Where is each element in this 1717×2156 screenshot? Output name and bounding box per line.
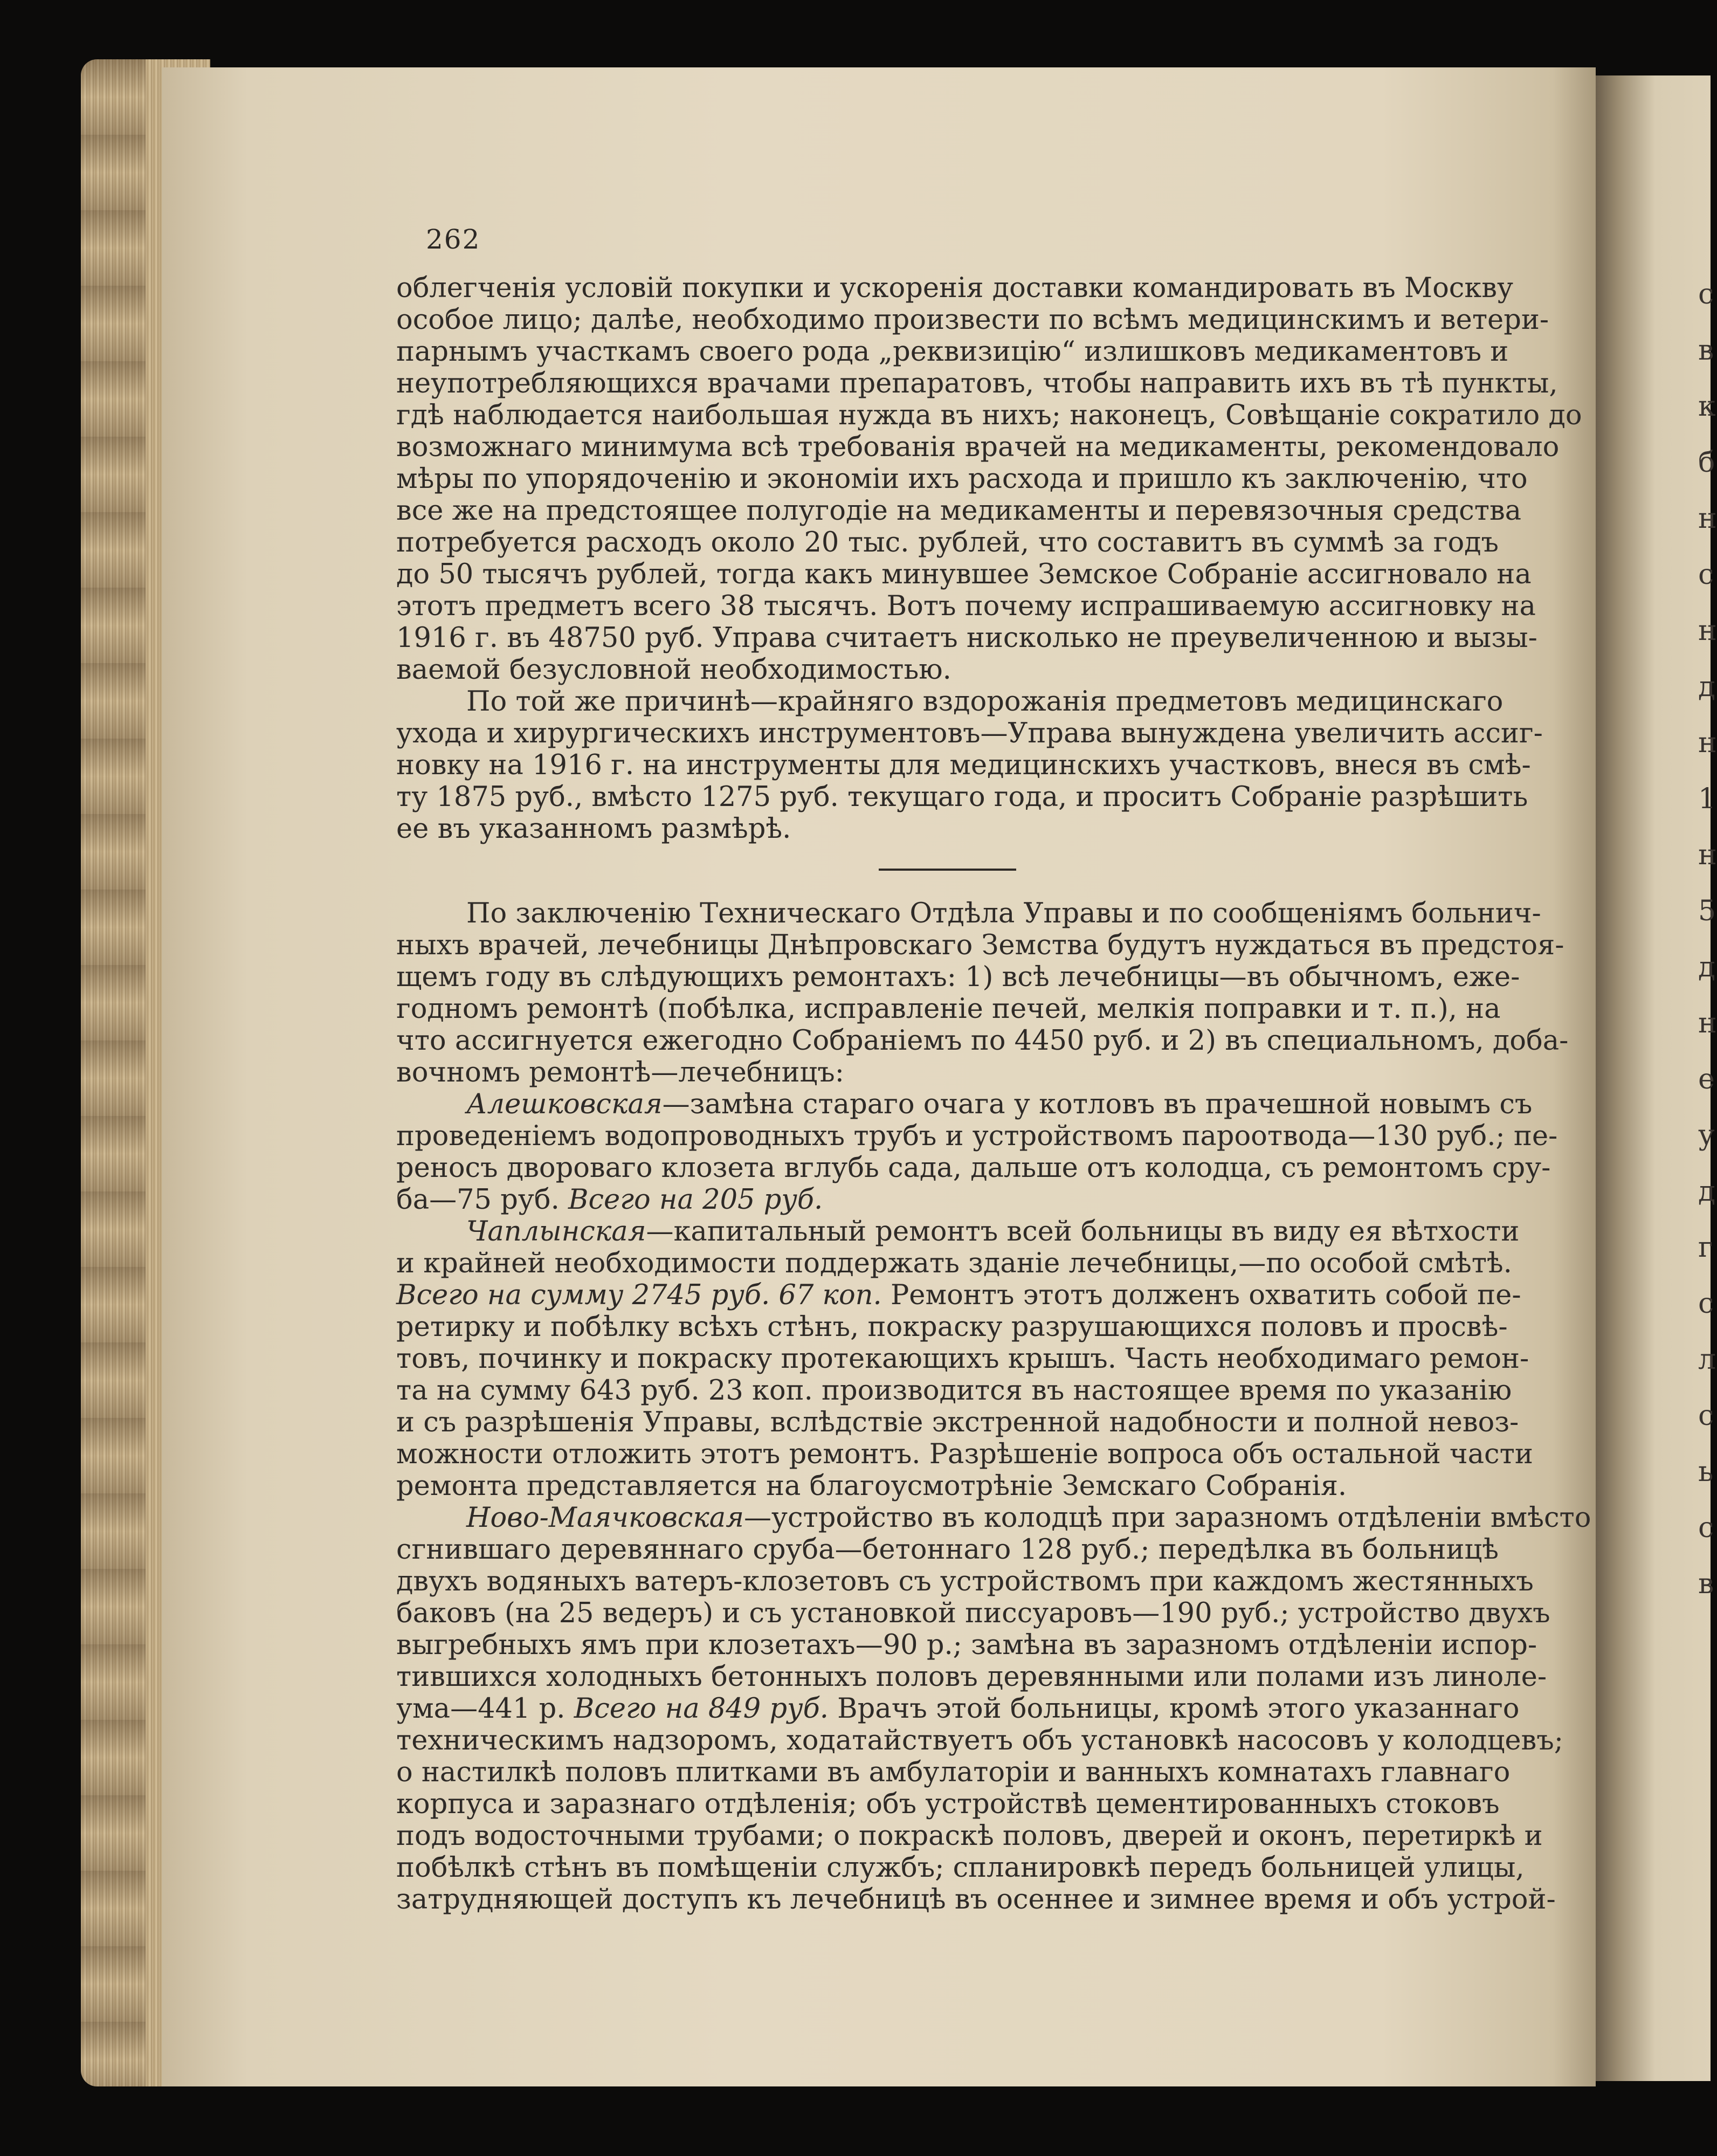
adjacent-page-fragment: с (1698, 1287, 1714, 1320)
text-line: можности отложить этотъ ремонтъ. Разрѣшеніе вопроса объ остальной части (396, 1438, 1533, 1470)
adjacent-page-fragment: к (1698, 390, 1716, 423)
total-amount: Всего на 205 руб. (568, 1184, 823, 1216)
paragraph-2 (396, 686, 1543, 845)
adjacent-page-fragment: д (1698, 1175, 1716, 1208)
text-line: и крайней необходимости поддержать зданіе лечебницы,—по особой смѣтѣ. (396, 1248, 1512, 1279)
text-line: гдѣ наблюдается наибольшая нужда въ нихъ; наконецъ, Совѣщаніе сократило до (396, 399, 1582, 431)
text-line: ума—441 р. Всего на 849 руб. Врачъ этой больницы, кромѣ этого указаннаго (396, 1693, 1520, 1725)
text-line: ту 1875 руб., вмѣсто 1275 руб. текущаго года, и проситъ Собраніе разрѣшить (396, 781, 1528, 813)
adjacent-page-fragment: ь (1698, 1456, 1714, 1488)
text-line: ремонта представляется на благоусмотрѣніе Земскаго Собранія. (396, 1470, 1347, 1502)
text-line: что ассигнуется ежегодно Собраніемъ по 4450 руб. и 2) въ специальномъ, доба- (396, 1025, 1569, 1057)
text-line: и съ разрѣшенія Управы, вслѣдствіе экстренной надобности и полной невоз- (396, 1407, 1519, 1438)
adjacent-page-fragment: с (1698, 1400, 1714, 1432)
text-line: выгребныхъ ямъ при клозетахъ—90 р.; замѣна въ заразномъ отдѣленіи испор- (396, 1629, 1537, 1661)
adjacent-page-fragment: н (1698, 615, 1717, 647)
adjacent-page-fragment: в (1698, 334, 1714, 367)
adjacent-page-fragment: н (1698, 502, 1717, 535)
text-line: этотъ предметъ всего 38 тысячъ. Вотъ почему испрашиваемую ассигновку на (396, 590, 1536, 622)
adjacent-page-fragment: д (1698, 671, 1716, 703)
text-line: новку на 1916 г. на инструменты для медицинскихъ участковъ, внеся въ смѣ- (396, 749, 1531, 781)
text-line: товъ, починку и покраску протекающихъ крышъ. Часть необходимаго ремон- (396, 1343, 1529, 1375)
text-line: ныхъ врачей, лечебницы Днѣпровскаго Земства будутъ нуждаться въ предстоя- (396, 929, 1564, 961)
text-line: та на сумму 643 руб. 23 коп. производится въ настоящее время по указанію (396, 1375, 1512, 1407)
paragraph-chaplynskaya (396, 1216, 1533, 1502)
text-line: неупотребляющихся врачами препаратовъ, чтобы направить ихъ въ тѣ пункты, (396, 368, 1558, 399)
adjacent-page-fragment: с (1698, 559, 1714, 591)
adjacent-page-fragment: н (1698, 839, 1717, 871)
text-line: облегченія условій покупки и ускоренія доставки командировать въ Москву (396, 272, 1513, 304)
adjacent-page-fragment: 5 (1698, 895, 1716, 927)
adjacent-page-fragment: н (1698, 1007, 1717, 1039)
hospital-name: Алешковская (466, 1089, 663, 1120)
text-line: проведеніемъ водопроводныхъ трубъ и устройствомъ пароотвода—130 руб.; пе- (396, 1120, 1558, 1152)
text-line: реносъ двороваго клозета вглубь сада, дальше отъ колодца, съ ремонтомъ сру- (396, 1152, 1551, 1184)
text-line: потребуется расходъ около 20 тыс. рублей, что составитъ въ суммѣ за годъ (396, 527, 1499, 559)
text-line: Всего на сумму 2745 руб. 67 коп. Ремонтъ этотъ долженъ охватить собой пе- (396, 1279, 1521, 1311)
text-line: корпуса и заразнаго отдѣленія; объ устройствѣ цементированныхъ стоковъ (396, 1788, 1500, 1820)
text-line: двухъ водяныхъ ватеръ-клозетовъ съ устройствомъ при каждомъ жестянныхъ (396, 1566, 1534, 1597)
paragraph-3 (396, 898, 1569, 1089)
text-line: все же на предстоящее полугодіе на медикаменты и перевязочныя средства (396, 495, 1522, 527)
page-text (396, 272, 1591, 1916)
text-line: о настилкѣ половъ плитками въ амбулаторіи и ванныхъ комнатахъ главнаго (396, 1757, 1511, 1788)
paragraph-aleshkovskaya (396, 1089, 1558, 1216)
text-line: особое лицо; далѣе, необходимо произвести по всѣмъ медицинскимъ и ветери- (396, 304, 1549, 336)
text-line: Алешковская—замѣна стараго очага у котловъ въ прачешной новымъ съ (466, 1089, 1533, 1120)
text-line: Чаплынская—капитальный ремонтъ всей больницы въ виду ея вѣтхости (466, 1216, 1520, 1248)
text-line: парнымъ участкамъ своего рода „реквизицію“ излишковъ медикаментовъ и (396, 336, 1509, 368)
text-line: техническимъ надзоромъ, ходатайствуетъ объ установкѣ насосовъ у колодцевъ; (396, 1725, 1563, 1757)
hospital-name: Чаплынская (466, 1216, 646, 1248)
text-line: ба—75 руб. Всего на 205 руб. (396, 1184, 823, 1216)
paragraph-novo-mayachkovskaya (396, 1502, 1591, 1916)
text-line: сгнившаго деревяннаго сруба—бетоннаго 128 руб.; передѣлка въ больницѣ (396, 1534, 1499, 1566)
text-line: возможнаго минимума всѣ требованія врачей на медикаменты, рекомендовало (396, 431, 1560, 463)
adjacent-page-fragment: д (1698, 951, 1716, 983)
text-line: тившихся холодныхъ бетонныхъ половъ деревянными или полами изъ линоле- (396, 1661, 1547, 1693)
hospital-name: Ново-Маячковская (466, 1502, 744, 1534)
text-line: баковъ (на 25 ведеръ) и съ установкой писсуаровъ—190 руб.; устройство двухъ (396, 1597, 1550, 1629)
adjacent-page-text (1698, 278, 1717, 1626)
book-spine-shadow (81, 59, 146, 2086)
adjacent-page-fragment: б (1698, 446, 1715, 479)
text-line: до 50 тысячъ рублей, тогда какъ минувшее Земское Собраніе ассигновало на (396, 559, 1532, 590)
total-amount: Всего на сумму 2745 руб. 67 коп. (396, 1279, 882, 1311)
adjacent-page-fragment: г (1698, 1231, 1713, 1264)
section-divider (879, 869, 1016, 871)
adjacent-page-fragment: е (1698, 1063, 1715, 1096)
paragraph-1 (396, 272, 1582, 686)
adjacent-page (1588, 75, 1711, 2081)
text-line: ретирку и побѣлку всѣхъ стѣнъ, покраску разрушающихся половъ и просвѣ- (396, 1311, 1508, 1343)
adjacent-page-fragment: у (1698, 1119, 1715, 1152)
text-line: затрудняющей доступъ къ лечебницѣ въ осеннее и зимнее время и объ устрой- (396, 1884, 1556, 1916)
text-line: ухода и хирургическихъ инструментовъ—Управа вынуждена увеличить ассиг- (396, 718, 1543, 749)
adjacent-page-fragment: л (1698, 1344, 1716, 1376)
text-line: 1916 г. въ 48750 руб. Управа считаетъ нисколько не преувеличенною и вызы- (396, 622, 1537, 654)
text-line: годномъ ремонтѣ (побѣлка, исправленіе печей, мелкія поправки и т. п.), на (396, 993, 1501, 1025)
adjacent-page-fragment: с (1698, 1512, 1714, 1544)
page-number: 262 (426, 224, 481, 255)
text-line: ваемой безусловной необходимостью. (396, 654, 951, 686)
total-amount: Всего на 849 руб. (574, 1693, 829, 1725)
text-line: щемъ году въ слѣдующихъ ремонтахъ: 1) всѣ лечебницы—въ обычномъ, еже- (396, 961, 1520, 993)
text-line: подъ водосточными трубами; о покраскѣ половъ, дверей и оконъ, перетиркѣ и (396, 1820, 1543, 1852)
text-line: вочномъ ремонтѣ—лечебницъ: (396, 1057, 844, 1089)
text-line: По заключенію Техническаго Отдѣла Управы и по сообщеніямъ больнич- (466, 898, 1541, 929)
adjacent-page-fragment: н (1698, 727, 1717, 759)
text-line: ее въ указанномъ размѣрѣ. (396, 813, 791, 845)
text-line: побѣлкѣ стѣнъ въ помѣщеніи службъ; спланировкѣ передъ больницей улицы, (396, 1852, 1525, 1884)
adjacent-page-fragment: с (1698, 278, 1714, 311)
text-line: мѣры по упорядоченію и экономіи ихъ расхода и пришло къ заключенію, что (396, 463, 1528, 495)
text-line: По той же причинѣ—крайняго вздорожанія предметовъ медицинскаго (466, 686, 1504, 718)
adjacent-page-fragment: в (1698, 1568, 1714, 1600)
text-line: Ново-Маячковская—устройство въ колодцѣ при заразномъ отдѣленіи вмѣсто (466, 1502, 1591, 1534)
adjacent-page-fragment: 1 (1698, 783, 1716, 815)
